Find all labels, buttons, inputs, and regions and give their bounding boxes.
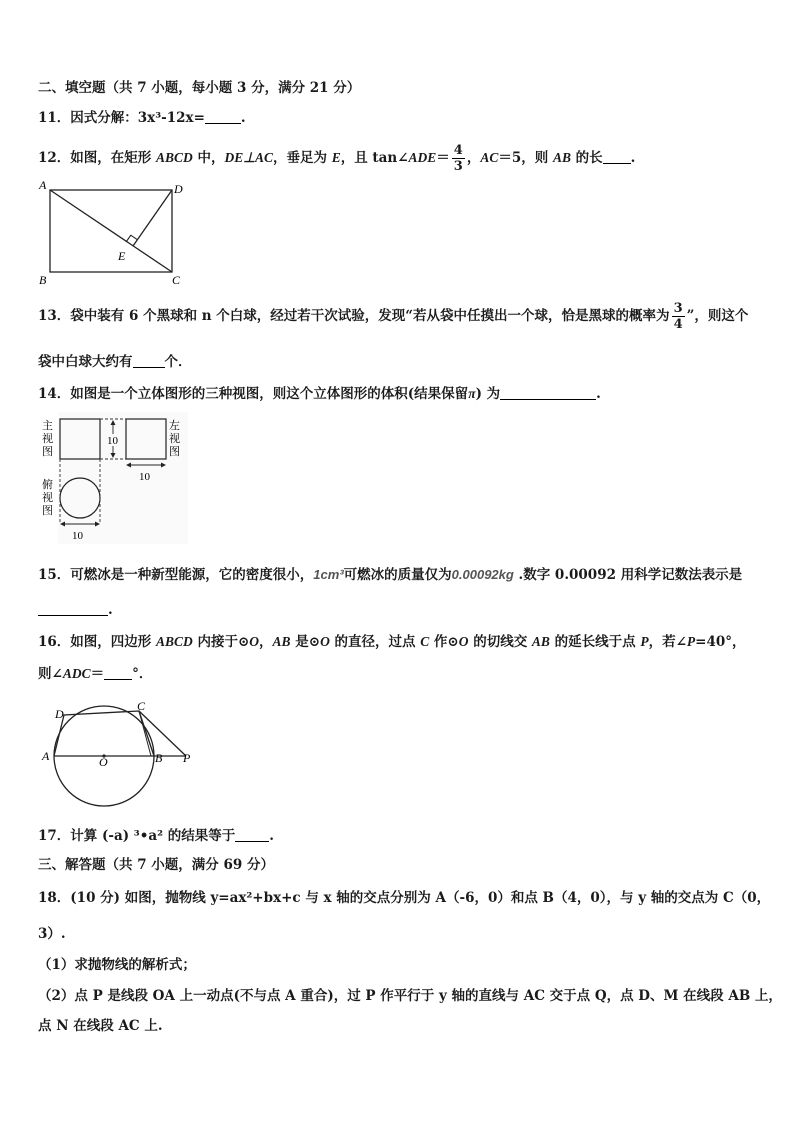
left-width-label: 10 — [139, 471, 150, 483]
q13-text: 13．袋中装有 6 个黑球和 n 个白球，经过若干次试验，发现“若从袋中任摸出一个球，恰是黑球的概率为 — [38, 308, 670, 324]
question-11 — [38, 108, 246, 128]
q13-tail: 个． — [164, 354, 192, 370]
q16-text: ， — [259, 634, 273, 650]
question-18-part-1: （1）求抛物线的解析式； — [38, 957, 196, 973]
q16-var: ABCD — [156, 634, 193, 649]
q12-var-ac: AC — [480, 150, 499, 165]
label-c: C — [137, 699, 146, 713]
label-e: E — [118, 249, 126, 263]
q12-text: 中， — [192, 150, 225, 166]
q12-var-ab: AB — [552, 150, 571, 165]
q15-mass: 0.00092kg — [451, 567, 514, 582]
question-16 — [38, 632, 746, 652]
q16-text: 则∠ — [38, 666, 63, 682]
label-c: C — [172, 273, 181, 287]
q15-text: 可燃冰的质量仅为 — [343, 567, 452, 583]
q12-var-de-ac: DE⊥AC — [224, 150, 273, 165]
label-a: A — [42, 749, 50, 763]
label-d: D — [55, 707, 64, 721]
label-b: B — [155, 751, 163, 765]
section-3-heading: 三、解答题（共 7 小题，满分 69 分） — [38, 857, 274, 873]
height-label: 10 — [107, 435, 118, 447]
q12-tail: . — [630, 150, 636, 166]
right-angle-mark — [126, 235, 137, 241]
question-17-text: 17．计算 (-a) ³•a² 的结果等于 — [38, 828, 236, 844]
label-b: B — [39, 273, 47, 287]
question-18-part-2-line-2: 点 N 在线段 AC 上. — [38, 1018, 163, 1034]
answer-blank — [500, 385, 596, 400]
q12-text: ，且 tan∠ — [340, 150, 409, 166]
q12-var-abcd: ABCD — [156, 150, 193, 165]
q12-var-e: E — [331, 150, 341, 165]
question-17 — [38, 826, 274, 846]
q16-var: ADC — [62, 666, 91, 681]
answer-blank — [205, 109, 241, 124]
q16-var: AB — [531, 634, 550, 649]
q14-tail: . — [596, 386, 601, 402]
q16-text: 的切线交 — [468, 634, 532, 650]
q13-fraction — [672, 301, 685, 332]
question-17-tail: . — [269, 828, 274, 844]
fraction-numerator: 4 — [453, 143, 463, 158]
question-18-part-2-line-1: （2）点 P 是线段 OA 上一动点(不与点 A 重合)，过 P 作平行于 y 轴的直线与 AC 交于点 Q，点 D、M 在线段 AB 上， — [38, 988, 782, 1004]
main-view-caption: 图 — [42, 446, 53, 458]
q12-text: ， — [466, 150, 481, 166]
fraction-denominator: 3 — [453, 159, 463, 174]
question-16-line-2 — [38, 664, 152, 684]
left-view-caption: 视 — [169, 433, 180, 445]
q15-text: .数字 0.00092 用科学记数法表示是 — [513, 567, 743, 583]
q16-text: ，若∠ — [648, 634, 687, 650]
q12-text: ，垂足为 — [273, 150, 332, 166]
q15-unit: 1cm³ — [313, 567, 344, 582]
label-a: A — [39, 178, 47, 192]
q16-var: O — [458, 634, 469, 649]
q16-tail: °． — [132, 666, 153, 682]
top-view-caption: 视 — [42, 492, 53, 504]
q14-three-views-figure — [38, 412, 188, 544]
q14-text: 14．如图是一个立体图形的三种视图，则这个立体图形的体积(结果保留 — [38, 386, 469, 402]
q14-text: ) 为 — [475, 386, 501, 402]
q16-var: C — [420, 634, 430, 649]
question-11-tail: . — [240, 110, 246, 126]
q12-text: 的长 — [570, 150, 603, 166]
q12-text: 12．如图，在矩形 — [38, 150, 156, 166]
left-view-caption: 左 — [169, 420, 180, 432]
top-view-caption: 俯 — [42, 479, 53, 491]
answer-blank — [104, 665, 132, 680]
answer-blank — [38, 601, 108, 616]
main-view-caption: 视 — [42, 433, 53, 445]
question-15-line-2 — [38, 600, 113, 620]
question-11-text: 11．因式分解：3x³-12x= — [38, 110, 205, 126]
quadrilateral-abcd — [54, 711, 154, 756]
q12-text: ＝ — [436, 150, 450, 166]
q13-text: 袋中白球大约有 — [38, 354, 133, 370]
question-12 — [38, 140, 635, 176]
segment-de — [133, 190, 172, 246]
q12-rectangle-figure — [36, 178, 186, 288]
label-o: O — [99, 755, 108, 769]
question-18-line-2: 3）. — [38, 926, 66, 942]
fraction-numerator: 3 — [673, 301, 683, 316]
question-13 — [38, 298, 748, 334]
q16-var: P — [640, 634, 649, 649]
question-15 — [38, 565, 742, 585]
question-18-line-1: 18．(10 分) 如图，抛物线 y=ax²+bx+c 与 x 轴的交点分别为 A（-6，0）和点 B（4，0），与 y 轴的交点为 C（0， — [38, 890, 771, 906]
q16-text: =40°， — [695, 634, 746, 650]
section-2-heading: 二、填空题（共 7 小题，每小题 3 分，满分 21 分） — [38, 80, 361, 96]
fraction-denominator: 4 — [673, 317, 683, 332]
answer-blank — [603, 149, 631, 164]
q12-var-ade: ADE — [408, 150, 437, 165]
q16-circle-figure — [38, 698, 208, 810]
q16-text: 的直径，过点 — [329, 634, 421, 650]
q15-text: 15．可燃冰是一种新型能源，它的密度很小， — [38, 567, 314, 583]
answer-blank — [133, 353, 165, 368]
q13-text: ”，则这个 — [686, 308, 749, 324]
q16-text: 作⊙ — [429, 634, 459, 650]
question-13-line-2 — [38, 352, 192, 372]
q14-pi: π — [468, 386, 476, 401]
q16-text: 的延长线于点 — [549, 634, 641, 650]
q12-text: ＝5，则 — [498, 150, 553, 166]
q16-text: ＝ — [90, 666, 105, 682]
q16-text: 内接于⊙ — [192, 634, 250, 650]
label-p: P — [183, 751, 191, 765]
q16-var: O — [249, 634, 260, 649]
question-14 — [38, 384, 601, 404]
top-view-caption: 图 — [42, 505, 53, 517]
q12-fraction — [452, 143, 465, 174]
q16-var: O — [320, 634, 330, 649]
q16-var: P — [686, 634, 696, 649]
q15-tail: . — [108, 602, 113, 618]
left-view-caption: 图 — [169, 446, 180, 458]
answer-blank — [235, 827, 269, 842]
label-d: D — [174, 182, 183, 196]
diagonal-ac — [50, 190, 172, 272]
q16-text: 16．如图，四边形 — [38, 634, 156, 650]
main-view-caption: 主 — [42, 420, 53, 432]
top-width-label: 10 — [72, 530, 83, 542]
q16-var: AB — [272, 634, 291, 649]
q16-text: 是⊙ — [290, 634, 321, 650]
